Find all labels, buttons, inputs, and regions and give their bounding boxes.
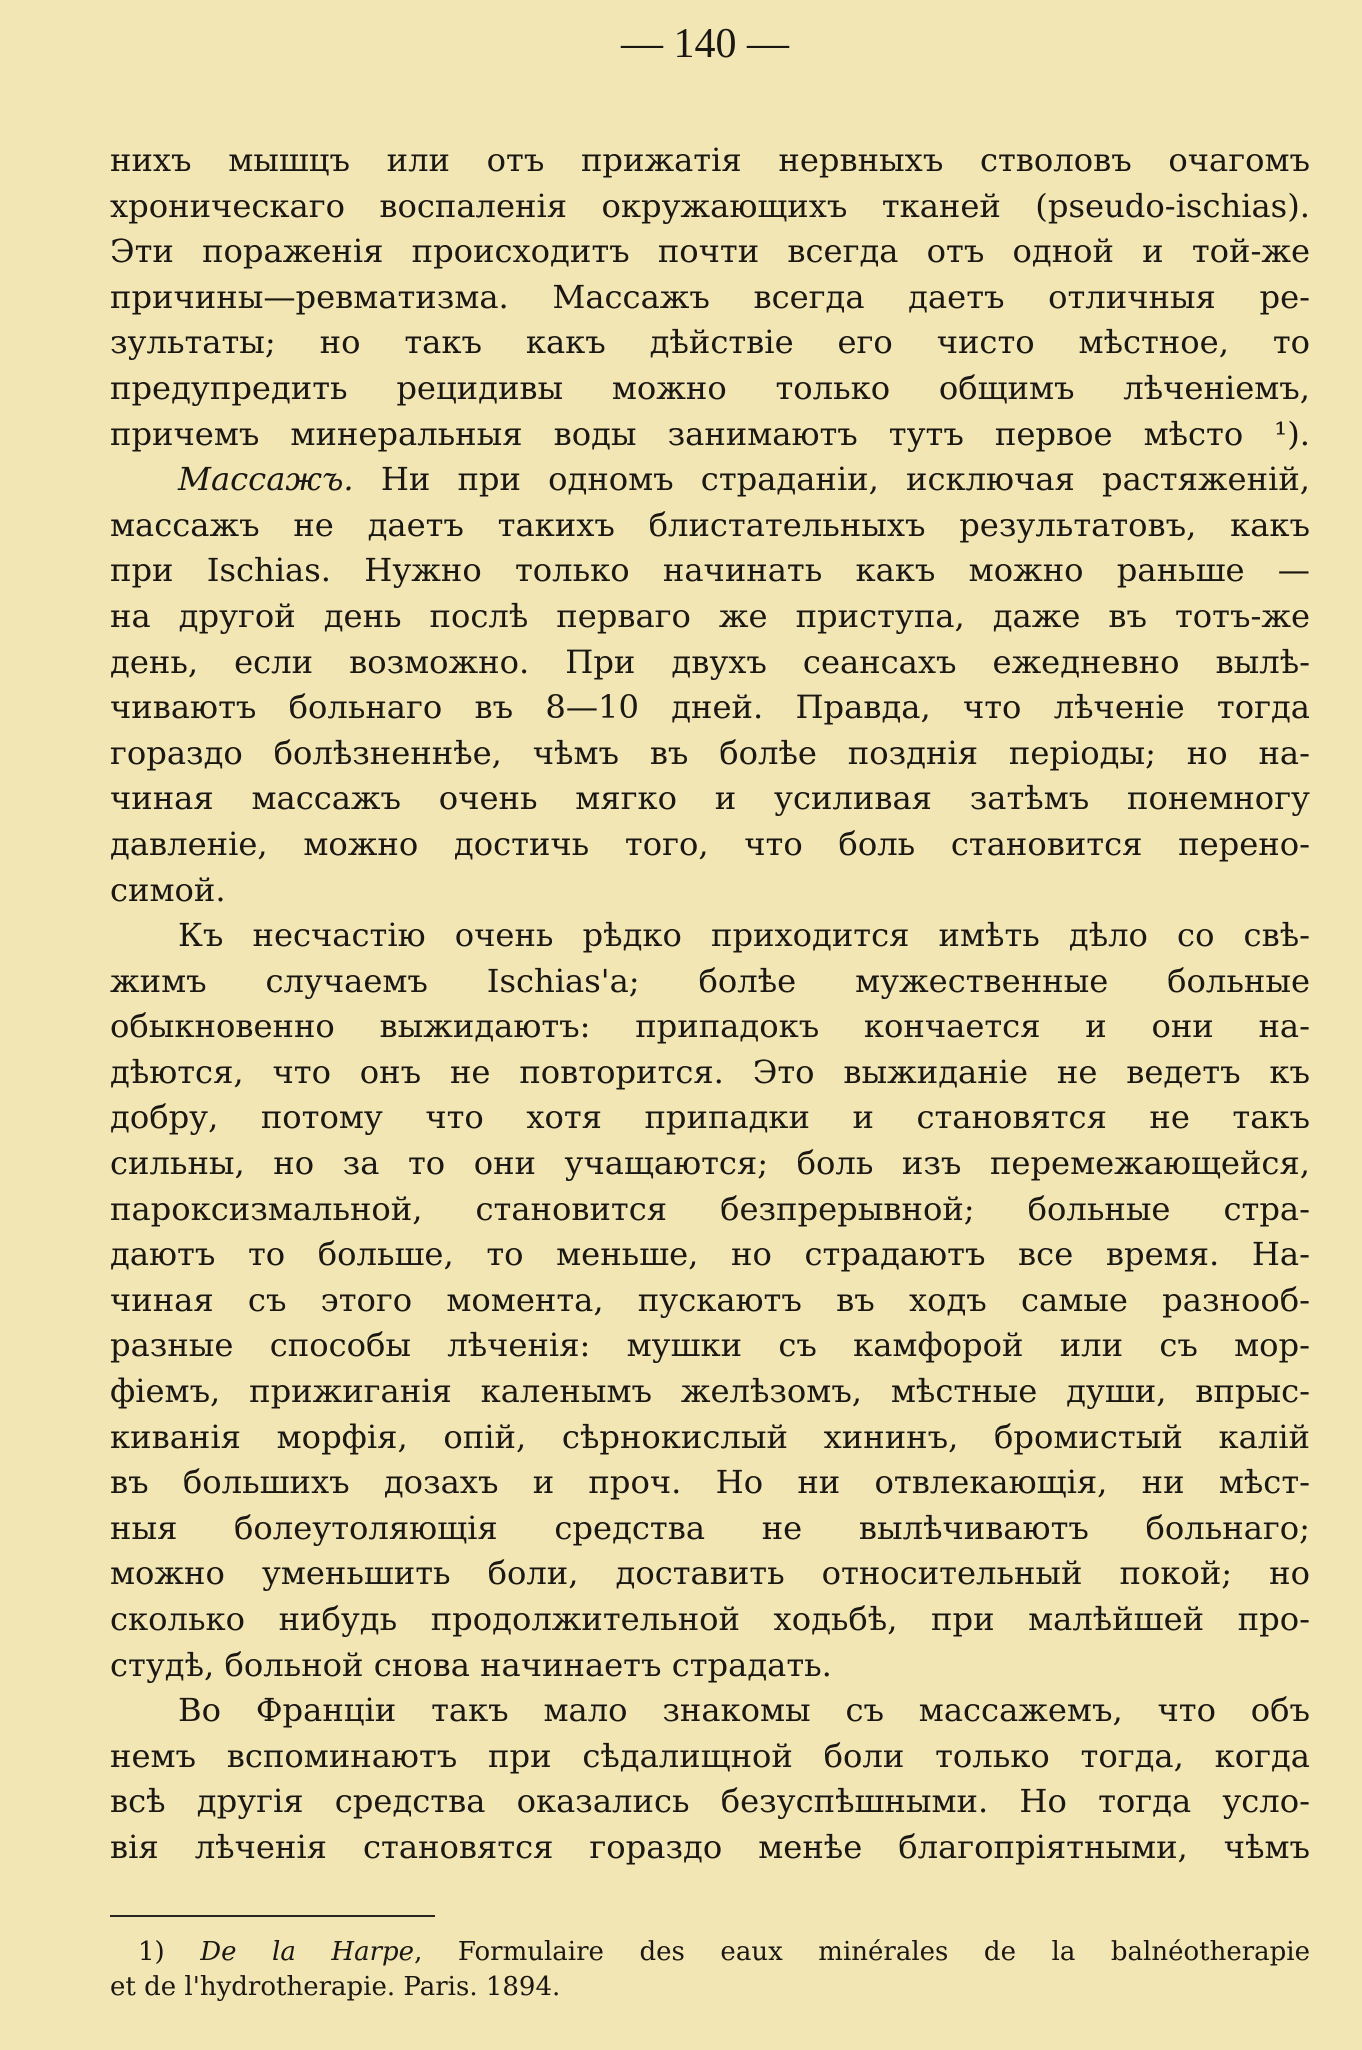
paragraph [110,913,1310,1688]
text-line: хроническаго воспаленія окружающихъ тканей (pseudo-ischias). [110,186,1310,225]
body-text [110,138,1310,1871]
footnote-line: et de l'hydrotherapie. Paris. 1894. [110,1971,561,2002]
text-line: студѣ, больной снова начинаетъ страдать. [110,1645,832,1684]
text-line-rest: Ни при одномъ страданіи, исключая растяженій, [380,460,1311,499]
text-line: на другой день послѣ перваго же приступа, даже въ тотъ-же [110,596,1310,635]
footnote-rule [110,1915,435,1917]
text-line: немъ вспоминаютъ при сѣдалищной боли только тогда, когда [110,1736,1310,1775]
text-line: всѣ другія средства оказались безуспѣшными. Но тогда усло- [110,1782,1310,1821]
text-line: давленіе, можно достичь того, что боль становится перено- [110,824,1310,863]
text-line: ныя болеутоляющія средства не вылѣчиваютъ больнаго; [110,1508,1310,1547]
text-line: Эти пораженія происходитъ почти всегда отъ одной и той-же [110,232,1310,271]
text-line: Во Франціи такъ мало знакомы съ массажемъ, что объ [178,1691,1310,1730]
text-line: сильны, но за то они учащаются; боль изъ перемежающейся, [110,1144,1310,1183]
text-line [110,457,1310,503]
paragraph [110,1688,1310,1870]
text-line: день, если возможно. При двухъ сеансахъ ежедневно вылѣ- [110,642,1310,681]
paragraph [110,138,1310,457]
text-line: дѣются, что онъ не повторится. Это выжиданіе не ведетъ къ [110,1052,1310,1091]
footnote [110,1935,1310,2005]
page-number: — 140 — [621,21,789,67]
text-line: можно уменьшить боли, доставить относительный покой; но [110,1554,1310,1593]
text-line: разные способы лѣченія: мушки съ камфорой или съ мор- [110,1326,1310,1365]
text-line: Къ несчастію очень рѣдко приходится имѣть дѣло со свѣ- [178,916,1310,955]
text-line: при Ischias. Нужно только начинать какъ можно раньше — [110,551,1310,590]
text-line: сколько нибудь продолжительной ходьбѣ, при малѣйшей про- [110,1600,1310,1638]
footnote-text: , Formulaire des eaux minérales de la balnéotherapie [414,1936,1310,1967]
text-line: киванія морфія, опій, сѣрнокислый хининъ, бромистый калій [110,1417,1310,1456]
text-line: чиная массажъ очень мягко и усиливая затѣмъ понемногу [110,779,1310,818]
text-line: жимъ случаемъ Ischias'a; болѣе мужественные больные [110,961,1310,1000]
footnote-line [110,1935,1310,1970]
text-line: въ большихъ дозахъ и проч. Но ни отвлекающія, ни мѣст- [110,1463,1310,1502]
text-line: причемъ минеральныя воды занимаютъ тутъ первое мѣсто ¹). [110,414,1310,453]
text-line: чиная съ этого момента, пускаютъ въ ходъ самые разнооб- [110,1280,1310,1319]
text-line: даютъ то больше, то меньше, но страдаютъ все время. На- [110,1235,1310,1274]
text-line: чиваютъ больнаго въ 8—10 дней. Правда, что лѣченіе тогда [110,688,1310,727]
text-line: зультаты; но такъ какъ дѣйствіе его чисто мѣстное, то [110,323,1310,362]
text-line: пароксизмальной, становится безпрерывной; больные стра- [110,1189,1310,1228]
text-line: добру, потому что хотя припадки и становятся не такъ [110,1098,1310,1137]
text-line: нихъ мышцъ или отъ прижатія нервныхъ стволовъ очагомъ [110,141,1310,179]
text-line: массажъ не даетъ такихъ блистательныхъ результатовъ, какъ [110,505,1310,544]
text-line: фіемъ, прижиганія каленымъ желѣзомъ, мѣстные души, впрыс- [110,1372,1310,1411]
text-line: предупредить рецидивы можно только общимъ лѣченіемъ, [110,368,1310,407]
text-line: причины—ревматизма. Массажъ всегда даетъ отличныя ре- [110,277,1310,316]
paragraph [110,457,1310,913]
footnote-author: De la Harpe [200,1936,415,1967]
text-line: гораздо болѣзненнѣе, чѣмъ въ болѣе позднія періоды; но на- [110,733,1310,772]
footnote-marker: 1) [138,1936,165,1967]
text-line: обыкновенно выжидаютъ: припадокъ кончается и они на- [110,1007,1310,1046]
text-line: симой. [110,870,226,909]
book-page [110,18,1310,2028]
paragraph-lead: Массажъ. [178,460,354,499]
text-line: вія лѣченія становятся гораздо менѣе благопріятными, чѣмъ [110,1827,1310,1866]
